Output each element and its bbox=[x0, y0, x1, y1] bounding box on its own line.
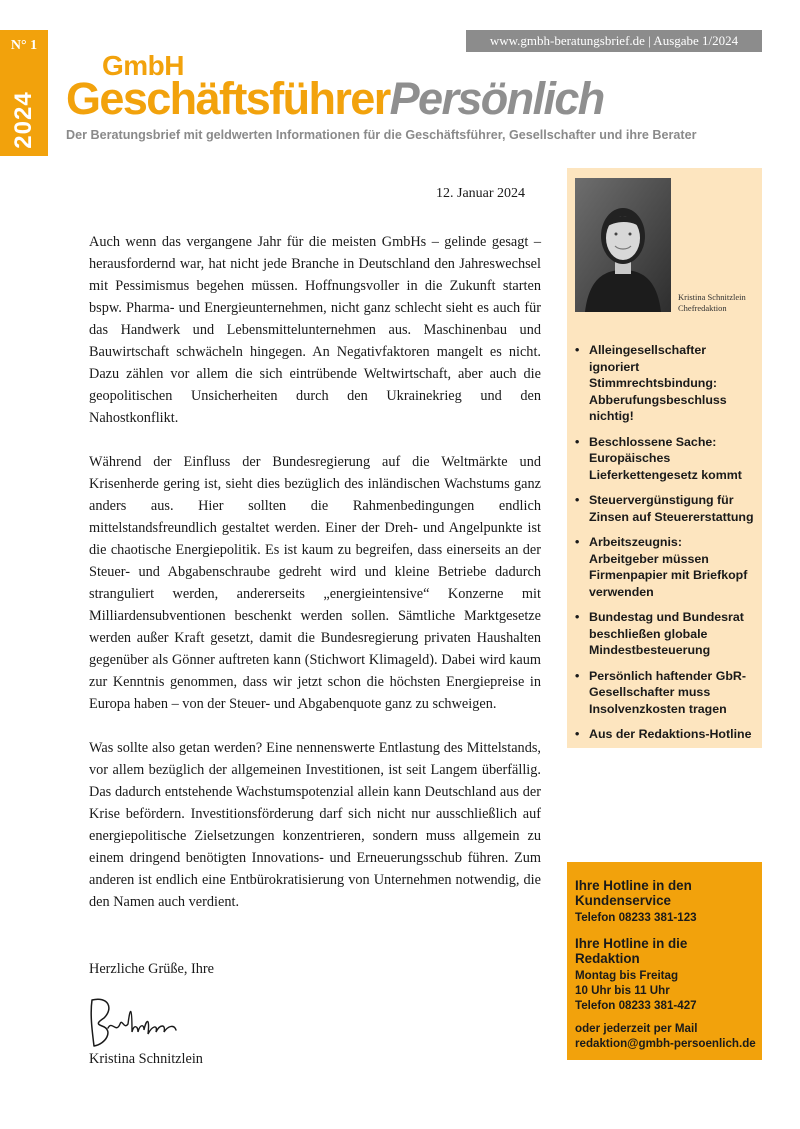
contents-item bbox=[567, 342, 762, 425]
issue-year: 2024 bbox=[10, 91, 37, 149]
handwritten-signature bbox=[86, 994, 182, 1050]
bullet-icon: • bbox=[575, 610, 580, 624]
letter-greeting: Herzliche Grüße, Ihre bbox=[89, 961, 215, 977]
editorial-letter bbox=[89, 231, 541, 935]
contents-item bbox=[567, 492, 762, 525]
bullet-icon: • bbox=[575, 493, 580, 507]
contents-item bbox=[567, 534, 762, 600]
contents-item-text: Bundestag und Bundesrat beschließen globale Mindestbesteuerung bbox=[589, 610, 744, 657]
contents-item-text: Alleingesellschafter ignoriert Stimmrechtsbindung: Abberufungsbeschluss nichtig! bbox=[589, 343, 727, 423]
contents-item-text: Arbeitszeugnis: Arbeitgeber müssen Firmenpapier mit Briefkopf verwenden bbox=[589, 535, 748, 599]
letter-paragraph: Auch wenn das vergangene Jahr für die meisten GmbHs – gelinde gesagt – herausfordernd war, hat nicht jede Branche in Deutschland den Jahreswechsel mit Pessimismus begehen müssen. Hoffnungsvoller in die Zukunft starten bspw. Pharma- und Energieunternehmen, nicht ganz schlecht sieht es auch für das Handwerk und Lebensmittelunternehmen aus. Maschinenbau und Bauwirtschaft schwächeln hingegen. An Negativfaktoren mangelt es nicht. Dazu zählen vor allem die sich eintrübende Weltwirtschaft, aber auch die geopolitischen Unsicherheiten durch den Ukrainekrieg und den Nahostkonflikt. bbox=[89, 234, 541, 426]
issue-tab bbox=[0, 30, 48, 156]
service-hotline-title: Ihre Hotline in den Kundenservice bbox=[575, 878, 692, 908]
brand-part-persoenlich: Persönlich bbox=[389, 73, 604, 124]
contents-item bbox=[567, 726, 762, 743]
editorial-hotline-phone[interactable]: Telefon 08233 381-427 bbox=[575, 999, 697, 1012]
caption-role: Chefredaktion bbox=[678, 303, 727, 313]
letter-date: 12. Januar 2024 bbox=[436, 186, 526, 201]
letter-signer: Kristina Schnitzlein bbox=[89, 1051, 203, 1067]
editorial-hotline-hours: 10 Uhr bis 11 Uhr bbox=[575, 984, 670, 997]
contents-item-text: Aus der Redaktions-Hotline bbox=[589, 727, 752, 741]
bullet-icon: • bbox=[575, 535, 580, 549]
contents-sidebar bbox=[567, 168, 762, 748]
mail-intro: oder jederzeit per Mail bbox=[575, 1022, 698, 1035]
mail-address-link[interactable]: redaktion@gmbh-persoenlich.de bbox=[575, 1037, 756, 1050]
brand-part-geschaeftsfuehrer: Geschäftsführer bbox=[66, 73, 390, 124]
website-issue-bar: www.gmbh-beratungsbrief.de | Ausgabe 1/2024 bbox=[466, 30, 762, 52]
brand-title bbox=[66, 74, 604, 124]
editor-portrait bbox=[575, 178, 671, 312]
contents-item bbox=[567, 609, 762, 659]
caption-name: Kristina Schnitzlein bbox=[678, 292, 746, 302]
editorial-hotline-days: Montag bis Freitag bbox=[575, 969, 679, 982]
brand-gmbh: GmbH bbox=[102, 50, 184, 81]
contents-list bbox=[567, 342, 762, 752]
service-hotline-phone[interactable]: Telefon 08233 381-123 bbox=[575, 911, 697, 924]
tagline: Der Beratungsbrief mit geldwerten Informationen für die Geschäftsführer, Gesellschafter und ihre Berater bbox=[66, 128, 697, 142]
contents-item bbox=[567, 668, 762, 718]
contents-item-text: Steuervergünstigung für Zinsen auf Steuererstattung bbox=[589, 493, 754, 524]
letter-paragraph: Während der Einfluss der Bundesregierung auf die Weltmärkte und Krisenherde gering ist, sieht dies bezüglich des inländischen Wachstums ganz anders aus. Hier sollten die Rahmenbedingungen endlich mittelstandsfreundlich gestaltet werden. Einer der Dreh- und Angelpunkte ist die chaotische Energiepolitik. Es ist kaum zu begreifen, dass einerseits an der Steuer- und Abgabenschraube gedreht wird und kleine Betriebe dadurch stranguliert werden, andererseits „energieintensive“ Konzerne mit Milliardensubventionen beschenkt werden sollen. Sämtliche Marktgesetze werden außer Kraft gesetzt, damit die Bundesregierung privaten Haushalten gegenüber als Gönner auftreten kann (Stichwort Klimageld). Dabei wird kaum zur Kenntnis genommen, dass wir jetzt schon die höchsten Energiepreise in Europa haben – von der Steuer- und Abgabenquote ganz zu schweigen. bbox=[89, 454, 541, 712]
bullet-icon: • bbox=[575, 343, 580, 357]
issue-number: N° 1 bbox=[10, 38, 38, 53]
contents-item-text: Persönlich haftender GbR-Gesellschafter muss Insolvenzkosten tragen bbox=[589, 668, 746, 716]
hotline-box bbox=[567, 862, 762, 1060]
editorial-hotline-title: Ihre Hotline in die Redaktion bbox=[575, 936, 688, 966]
portrait-caption bbox=[678, 292, 746, 314]
contents-item bbox=[567, 434, 762, 484]
bullet-icon: • bbox=[575, 727, 580, 741]
contents-item-text: Beschlossene Sache: Europäisches Lieferkettengesetz kommt bbox=[589, 434, 742, 482]
letter-paragraph: Was sollte also getan werden? Eine nennenswerte Entlastung des Mittelstands, vor allem bezüglich der allgemeinen Investitionen, ist seit Langem überfällig. Das dadurch entstehende Wachstumspotenzial allein kann Deutschland aus der Krise befördern. Investitionsförderung darf sich nicht nur ausschließlich auf energiepolitische Zielsetzungen konzentrieren, sondern muss allgemein zu einem dringend benötigten Innovations- und Erneuerungsschub führen. Zum anderen ist endlich eine Entbürokratisierung von Unternehmen notwendig, die den Namen auch verdient. bbox=[89, 740, 541, 910]
bullet-icon: • bbox=[575, 434, 580, 449]
bullet-icon: • bbox=[575, 668, 580, 683]
